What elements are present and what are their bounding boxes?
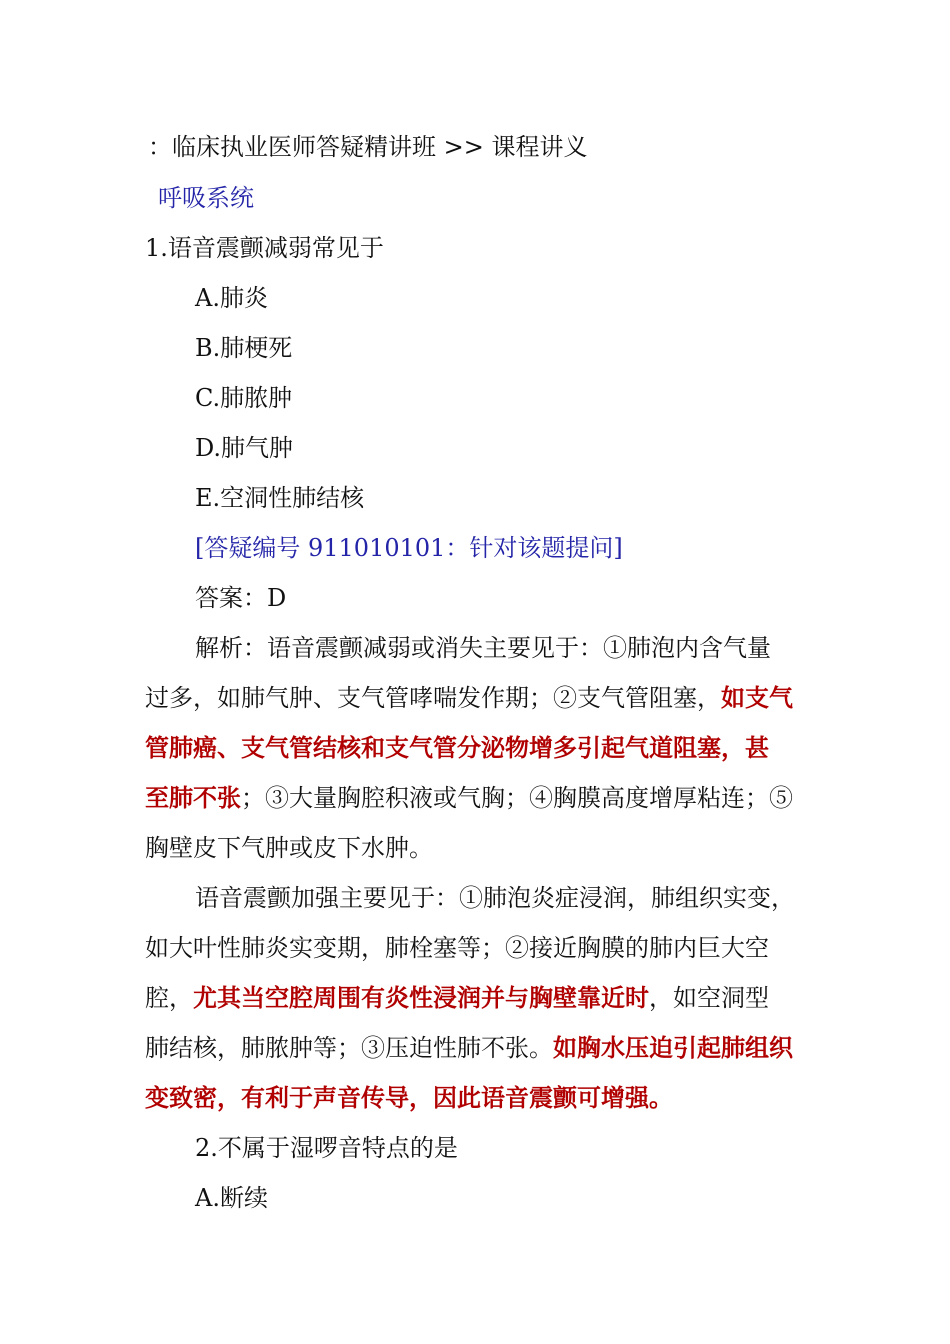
analysis-text: 腔， bbox=[145, 984, 193, 1012]
question-1-option-e: E.空洞性肺结核 bbox=[195, 484, 365, 512]
breadcrumb-course[interactable]: ：临床执业医师答疑精讲班 bbox=[148, 133, 436, 161]
analysis-line-1: 解析：语音震颤减弱或消失主要见于：①肺泡内含气量 bbox=[195, 634, 771, 662]
question-1-option-d: D.肺气肿 bbox=[195, 434, 294, 462]
analysis-p2-line-3 bbox=[145, 983, 769, 1013]
analysis-highlight: 至肺不张 bbox=[145, 783, 241, 812]
question-1-option-a: A.肺炎 bbox=[195, 284, 268, 312]
question-1-stem: 1.语音震颤减弱常见于 bbox=[145, 234, 384, 262]
question-1-option-b: B.肺梗死 bbox=[195, 334, 293, 362]
analysis-highlight: 如支气 bbox=[721, 683, 793, 712]
breadcrumb-page: 课程讲义 bbox=[491, 133, 588, 161]
analysis-text: 过多，如肺气肿、支气管哮喘发作期；②支气管阻塞， bbox=[145, 684, 721, 712]
analysis-highlight: 如胸水压迫引起肺组织 bbox=[553, 1033, 793, 1062]
analysis-p2-line-1: 语音震颤加强主要见于：①肺泡炎症浸润，肺组织实变， bbox=[195, 884, 795, 912]
qa-question-link[interactable]: [答疑编号 911010101：针对该题提问] bbox=[195, 534, 623, 562]
analysis-line-2 bbox=[145, 683, 793, 713]
question-1-option-c: C.肺脓肿 bbox=[195, 384, 293, 412]
question-1-answer: 答案：D bbox=[195, 584, 287, 612]
breadcrumb bbox=[148, 132, 587, 162]
breadcrumb-separator: >> bbox=[436, 133, 492, 161]
question-2-option-a: A.断续 bbox=[195, 1184, 268, 1212]
analysis-p2-line-2: 如大叶性肺炎实变期，肺栓塞等；②接近胸膜的肺内巨大空 bbox=[145, 934, 769, 962]
analysis-text: 肺结核，肺脓肿等；③压迫性肺不张。 bbox=[145, 1034, 553, 1062]
analysis-p2-line-5: 变致密，有利于声音传导，因此语音震颤可增强。 bbox=[145, 1083, 673, 1112]
analysis-line-3: 管肺癌、支气管结核和支气管分泌物增多引起气道阻塞，甚 bbox=[145, 733, 769, 762]
section-title[interactable]: 呼吸系统 bbox=[158, 184, 254, 212]
analysis-line-4 bbox=[145, 783, 793, 813]
question-2-stem: 2.不属于湿啰音特点的是 bbox=[195, 1134, 458, 1162]
analysis-text: ，如空洞型 bbox=[649, 984, 769, 1012]
analysis-text: ；③大量胸腔积液或气胸；④胸膜高度增厚粘连；⑤ bbox=[241, 784, 793, 812]
analysis-p2-line-4 bbox=[145, 1033, 793, 1063]
analysis-line-5: 胸壁皮下气肿或皮下水肿。 bbox=[145, 834, 433, 862]
analysis-highlight: 尤其当空腔周围有炎性浸润并与胸壁靠近时 bbox=[193, 983, 649, 1012]
